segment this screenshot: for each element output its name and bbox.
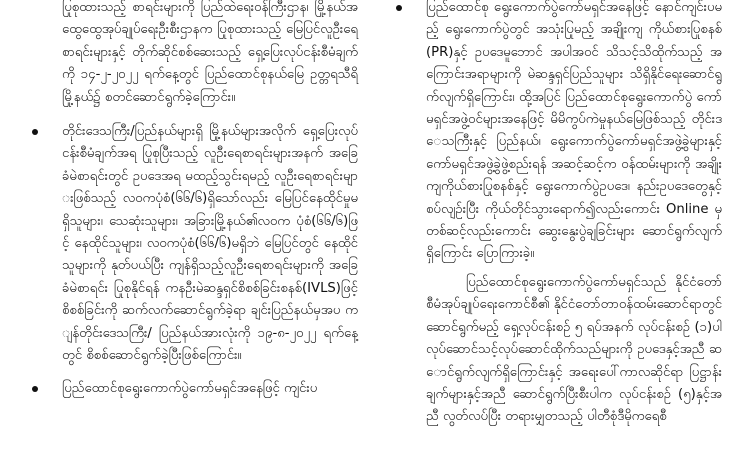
right-column xyxy=(392,0,722,441)
list-item xyxy=(28,121,358,367)
body-paragraph: ပြည်ထောင်စုရွေးကောက်ပွဲကော်မရှင်သည် နိုင်ငံတော်စီမံအုပ်ချုပ်ရေးကောင်စီ၏ နိုင်ငံတော်တာဝန်ထမ်းဆောင်ရာတွင် ဆောင်ရွက်မည့် ရှေ့လုပ်ငန်းစဉ် ၅ ရပ်အနက် လုပ်ငန်းစဉ် (၁)ပါ လုပ်ဆောင်သင့်လုပ်ဆောင်ထိုက်သည်များကို ဥပဒေနှင့်အညီ ဆောင်ရွက်လျက်ရှိကြောင်းနှင့် အရေးပေါ်ကာလဆိုင်ရာ ပြဋ္ဌာန်းချက်များနှင့်အညီ ဆောင်ရွက်ပြီးစီးပါက လုပ်ငန်းစဉ် (၅)နှင့်အညီ လွတ်လပ်ပြီး တရားမျှတသည့် ပါတီစုံဒီမိုကရေစီ xyxy=(426,274,723,425)
continued-paragraph: ပြုစုထားသည့် စာရင်းများကို ပြည်ထဲရေးဝန်ကြီးဌာန၊ မြို့နယ်အထွေထွေအုပ်ချုပ်ရေးဦးစီးဌာနက ပြုစုထားသည့် မြေပြင်လူဦးရေစာရင်းများနှင့် တိုက်ဆိုင်စစ်ဆေးသည့် ရှေ့ပြေးလုပ်ငန်းစီမံချက်ကို ၁၄-၂-၂၀၂၂ ရက်နေ့တွင် ပြည်ထောင်စုနယ်မြေ ဥတ္တရသီရိမြို့နယ်၌ စတင်ဆောင်ရွက်ခဲ့ကြောင်း။ xyxy=(62,0,358,105)
bullet-icon xyxy=(32,129,38,135)
list-item-text: ပြည်ထောင်စု ရွေးကောက်ပွဲကော်မရှင်အနေဖြင့် နောင်ကျင်းပမည့် ရွေးကောက်ပွဲတွင် အသုံးပြုမည့် အချိုးကျ ကိုယ်စားပြုစနစ်(PR)နှင့် ဥပဒေမူဘောင် အပါအဝင် သိသင့်သိထိုက်သည့် အကြောင်းအရာများကို မဲဆန္ဒရှင်ပြည်သူများ သိရှိနိုင်ရေးဆောင်ရွက်လျက်ရှိကြောင်း၊ ထို့အပြင် ပြည်ထောင်စုရွေးကောက်ပွဲ ကော်မရှင်အဖွဲ့ဝင်များအနေဖြင့် မိမိကွပ်ကဲမှုနယ်မြေဖြစ်သည့် တိုင်းဒေသကြီးနှင့် ပြည်နယ်၊ ရွေးကောက်ပွဲကော်မရှင်အဖွဲ့ခွဲများနှင့် ကော်မရှင်အဖွဲ့ခွဲဖွဲ့စည်းရန် အဆင့်ဆင့်က ဝန်ထမ်းများကို အချိုးကျကိုယ်စားပြုစနစ်နှင့် ရွေးကောက်ပွဲဥပဒေ၊ နည်းဥပဒေတွေနှင့် စပ်လျဉ်းပြီး ကိုယ်တိုင်သွားရောက်၍လည်းကောင်း Online မှတစ်ဆင့်လည်းကောင်း ဆွေးနွေးပွဲချခြင်းများ ဆောင်ရွက်လျက်ရှိကြောင်း ပြောကြားခဲ့။ xyxy=(426,0,722,262)
list-item xyxy=(392,0,722,266)
bullet-icon xyxy=(396,5,402,11)
list-item-text: ပြည်ထောင်စုရွေးကောက်ပွဲကော်မရှင်အနေဖြင့် ကျင်းပ xyxy=(62,380,318,396)
body-paragraph-wrapper xyxy=(392,272,722,429)
left-column xyxy=(28,0,358,410)
list-item xyxy=(28,378,358,400)
list-item-text: တိုင်းဒေသကြီး/ပြည်နယ်များရှိ မြို့နယ်များအလိုက် ရှေ့ပြေးလုပ်ငန်းစီမံချက်အရ ပြုစုပြီးသည့် လူဦးရေစာရင်းများအနက် အခြေခံမဲစာရင်းတွင် ဥပဒေအရ မထည့်သွင်းရမည့် လူဦးရေစာရင်းများဖြစ်သည့် လဝကပုံစံ(၆၆/၆)ရှိသော်လည်း မြေပြင်နေထိုင်မှုမရှိသူများ၊ သေဆုံးသူများ၊ အခြားမြို့နယ်၏လဝက ပုံစံ(၆၆/၆)ဖြင့် နေထိုင်သူများ၊ လဝကပုံစံ(၆၆/၆)မရှိဘဲ မြေပြင်တွင် နေထိုင်သူများကို နုတ်ပယ်ပြီး ကျန်ရှိသည့်လူဦးရေစာရင်းများကို အခြေခံမဲစာရင်း ပြုစုနိုင်ရန် ကနဦးမဲဆန္ဒရှင်စိစစ်ခြင်းစနစ်(IVLS)ဖြင့် စိစစ်ခြင်းကို ဆက်လက်ဆောင်ရွက်ခဲ့ရာ ချင်းပြည်နယ်မှအပ ကျန်တိုင်းဒေသကြီး/ ပြည်နယ်အားလုံးကို ၁၉-၈-၂၀၂၂ ရက်နေ့တွင် စိစစ်ဆောင်ရွက်ခဲ့ပြီးဖြစ်ကြောင်း။ xyxy=(62,124,358,364)
bullet-icon xyxy=(32,386,38,392)
